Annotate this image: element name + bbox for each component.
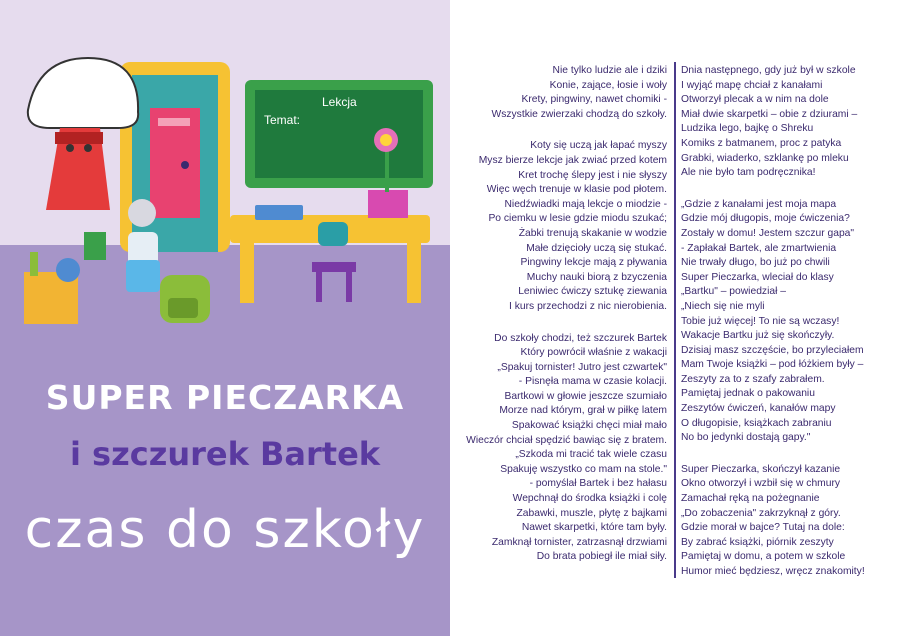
poem-line: Otworzył plecak a w nim na dole xyxy=(681,94,829,106)
poem-line: Leniwiec ćwiczy sztukę ziewania xyxy=(518,286,667,298)
poem-line: Gdzie morał w bajce? Tutaj na dole: xyxy=(681,522,845,534)
stanza xyxy=(462,332,667,566)
poem-line: Nawet skarpetki, które tam były. xyxy=(521,522,667,534)
backpack-icon xyxy=(160,275,210,323)
poem-line: Humor mieć będziesz, wręcz znakomity! xyxy=(681,566,865,577)
poem-line: Nie tylko ludzie ale i dziki xyxy=(552,65,667,76)
poem-line: Wakacje Bartku już się skończyły. xyxy=(681,330,835,342)
poem-line: Dnia następnego, gdy już był w szkole xyxy=(681,65,856,76)
poem-line: Konie, zające, łosie i woły xyxy=(549,79,667,91)
stanza xyxy=(681,64,891,181)
poem-line: Bartkowi w głowie jeszcze szumiało xyxy=(504,390,667,402)
poem-line: Komiks z batmanem, proc z patyka xyxy=(681,137,842,149)
stanza xyxy=(462,64,667,122)
poem-line: Zeszytów ćwiczeń, kanałów mapy xyxy=(681,403,836,415)
poem-line: Pamiętaj w domu, a potem w szkole xyxy=(681,551,846,563)
poem-line: Który powrócił właśnie z wakacji xyxy=(520,347,667,359)
poem-line: - Pisnęła mama w czasie kolacji. xyxy=(518,376,667,388)
chalkboard-icon xyxy=(245,80,433,188)
poem-column-left xyxy=(462,64,667,582)
poem-line: Po ciemku w lesie gdzie miodu szukać; xyxy=(488,213,667,225)
cover-title-line1: SUPER PIECZARKA xyxy=(45,378,405,417)
poem-line: Grabki, wiaderko, szklankę po mleku xyxy=(681,152,849,164)
poem-line: Dzisiaj masz szczęście, bo przyleciałem xyxy=(681,344,864,356)
poem-line: O długopisie, książkach zabraniu xyxy=(681,417,832,429)
poem-column-right xyxy=(681,64,891,597)
poem-line: Zeszyty za to z szafy zabrałem. xyxy=(681,373,825,385)
poem-line: Wszystkie zwierzaki chodzą do szkoły. xyxy=(491,108,667,120)
poem-line: Okno otworzył i wzbił się w chmury xyxy=(681,478,841,490)
poem-line: I wyjąć mapę chciał z kanałami xyxy=(681,79,823,91)
poem-line: Wieczór chciał spędzić bawiąc się z bratem. xyxy=(466,434,667,446)
poem-line: Spakuję wszystko co mam na stole." xyxy=(500,463,667,475)
poem-line: Do brata pobiegł ile miał siły. xyxy=(536,551,667,563)
poem-line: Miał dwie skarpetki – obie z dziurami – xyxy=(681,108,858,120)
poem-line: Morze nad którym, grał w piłkę latem xyxy=(499,405,667,417)
cover-title-line2: i szczurek Bartek xyxy=(69,435,381,473)
poem-line: Pamiętaj jednak o pakowaniu xyxy=(681,388,815,400)
poem-line: No bo jedynki dostają gapy." xyxy=(681,432,811,444)
poem-line: Żabki trenują skakanie w wodzie xyxy=(518,227,667,239)
board-topic: Temat: xyxy=(264,113,301,127)
poem-line: Ale nie było tam podręcznika! xyxy=(681,167,816,179)
poem-line: Zamachał ręką na pożegnanie xyxy=(681,493,820,505)
poem-line: Więc węch trenuje w klasie pod płotem. xyxy=(486,184,667,196)
stanza xyxy=(681,198,891,446)
poem-line: Super Pieczarka, wleciał do klasy xyxy=(681,271,834,283)
stanza xyxy=(462,139,667,314)
poem-line: „Bartku" – powiedział – xyxy=(681,286,786,298)
poem-line: - Zapłakał Bartek, ale zmartwienia xyxy=(681,242,837,254)
poem-line: Pingwiny lekcje mają z pływania xyxy=(520,257,667,269)
box-icon xyxy=(24,252,80,324)
poem-line: Mam Twoje książki – pod łóżkiem były – xyxy=(681,359,864,371)
poem-line: Spakować książki chęci miał mało xyxy=(511,420,667,432)
cover-title-line3: czas do szkoły xyxy=(24,500,426,560)
poem-line: Do szkoły chodzi, też szczurek Bartek xyxy=(494,332,667,344)
column-divider xyxy=(674,62,676,578)
poem-line: Wepchnął do środka książki i colę xyxy=(512,493,667,505)
poem-line: Ludzika lego, bajkę o Shreku xyxy=(681,123,814,135)
poem-line: „Szkoda mi tracić tak wiele czasu xyxy=(515,449,667,461)
poem-line: Super Pieczarka, skończył kazanie xyxy=(681,463,841,475)
classroom-illustration xyxy=(0,0,450,345)
desk-icon xyxy=(230,205,430,303)
poem-line: Nie trwały długo, bo już po chwili xyxy=(681,257,830,269)
poem-line: Muchy nauki biorą z bzyczenia xyxy=(526,271,667,283)
poem-line: By zabrać książki, piórnik zeszyty xyxy=(681,536,834,548)
poem-line: „Do zobaczenia" zakrzyknął z góry. xyxy=(681,507,841,519)
poem-line: Niedźwiadki mają lekcje o miodzie - xyxy=(504,198,667,210)
poem-line: „Spakuj tornister! Jutro jest czwartek" xyxy=(497,361,667,373)
poem-line: Krety, pingwiny, nawet chomiki - xyxy=(521,94,667,106)
poem-line: Zamknął tornister, zatrzasnął drzwiami xyxy=(491,536,667,548)
poem-line: Mysz bierze lekcje jak zwiać przed kotem xyxy=(478,154,667,166)
poem-line: „Gdzie z kanałami jest moja mapa xyxy=(681,198,837,210)
poem-line: Koty się uczą jak łapać myszy xyxy=(530,140,667,152)
poem-line: - pomyślał Bartek i bez hałasu xyxy=(529,478,667,490)
stanza xyxy=(681,463,891,580)
poem-line: Gdzie mój długopis, moje ćwiczenia? xyxy=(681,213,850,225)
poem-line: Zabawki, muszle, płytę z bajkami xyxy=(516,507,667,519)
poem-line: Zostały w domu! Jestem szczur gapa" xyxy=(681,227,855,239)
poem-line: I kurs przechodzi z nic nierobienia. xyxy=(509,300,667,312)
poem-line: „Niech się nie myli xyxy=(681,300,765,312)
poem-line: Tobie już więcej! To nie są wczasy! xyxy=(681,315,840,327)
poem-line: Kret trochę ślepy jest i nie słyszy xyxy=(518,169,667,181)
board-label: Lekcja xyxy=(322,95,357,109)
poem-line: Małe dzięcioły uczą się stukać. xyxy=(526,242,667,254)
